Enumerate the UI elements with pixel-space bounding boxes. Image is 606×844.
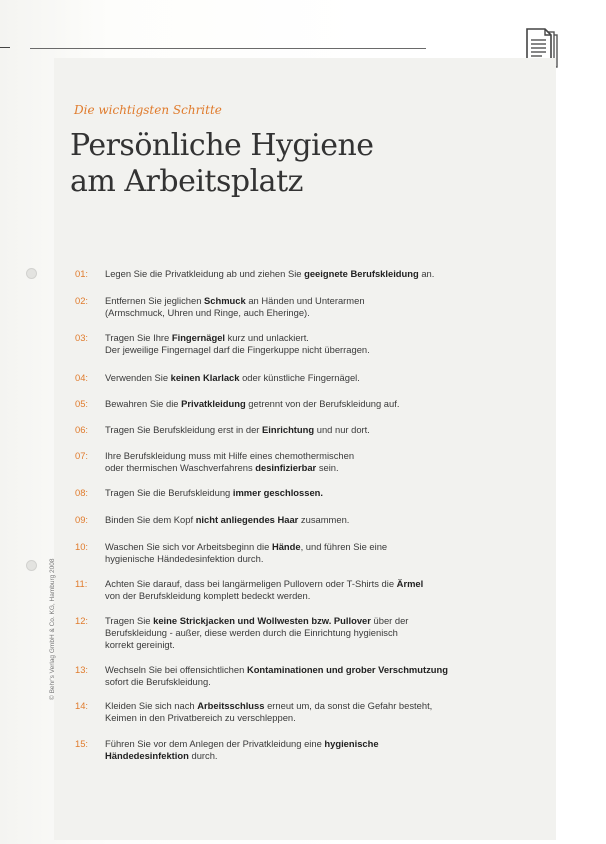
step-text (105, 295, 545, 319)
step-text-line (105, 372, 545, 384)
step-text (105, 578, 545, 602)
list-item (75, 615, 545, 651)
body-text: zusammen. (298, 514, 350, 525)
step-number: 14: (75, 700, 89, 711)
step-number: 09: (75, 514, 89, 525)
body-text: oder thermischen Waschverfahrens (105, 462, 256, 473)
step-text (105, 700, 545, 724)
emphasis-text: Händedesinfektion (105, 750, 189, 761)
step-text-line (105, 676, 545, 688)
step-text-line (105, 398, 545, 410)
step-text-line (105, 450, 545, 462)
body-text: an. (418, 268, 435, 279)
step-text-line (105, 514, 545, 526)
step-text-line (105, 462, 545, 474)
step-number: 08: (75, 487, 89, 498)
step-text (105, 398, 545, 410)
list-item (75, 664, 545, 688)
list-item (75, 578, 545, 602)
emphasis-text: Ärmel (396, 578, 424, 589)
step-text-line (105, 664, 545, 676)
step-text-line (105, 639, 545, 651)
body-text: Berufskleidung - außer, diese werden durch die Einrichtung hygienisch (105, 627, 398, 638)
step-number: 06: (75, 424, 89, 435)
step-text-line (105, 541, 545, 553)
body-text: und nur dort. (314, 424, 370, 435)
top-rule (30, 48, 426, 49)
step-text (105, 372, 545, 384)
step-number: 04: (75, 372, 89, 383)
emphasis-text: geeignete Berufskleidung (304, 268, 419, 279)
step-text-line (105, 553, 545, 565)
body-text: oder künstliche Fingernägel. (239, 372, 360, 383)
body-text: von der Berufskleidung komplett bedeckt werden. (105, 590, 311, 601)
copyright-note: © Behr's Verlag GmbH & Co. KG, Hamburg 2008 (49, 558, 56, 700)
body-text: getrennt von der Berufskleidung auf. (245, 398, 400, 409)
punch-hole (26, 560, 37, 571)
title-line: Persönliche Hygiene (70, 128, 374, 163)
step-text-line (105, 424, 545, 436)
list-item (75, 487, 545, 499)
step-text-line (105, 738, 545, 750)
body-text: Waschen Sie sich vor Arbeitsbeginn die (105, 541, 272, 552)
list-item (75, 541, 545, 565)
step-text (105, 268, 545, 280)
body-text: Tragen Sie Ihre (105, 332, 172, 343)
body-text: über der (370, 615, 409, 626)
emphasis-text: Fingernägel (171, 332, 226, 343)
step-text-line (105, 344, 545, 356)
list-item (75, 700, 545, 724)
step-text-line (105, 332, 545, 344)
body-text: Ihre Berufskleidung muss mit Hilfe eines chemothermischen (105, 450, 355, 461)
list-item (75, 332, 545, 356)
emphasis-text: Hände (271, 541, 301, 552)
step-number: 01: (75, 268, 89, 279)
emphasis-text: desinfizierbar (255, 462, 317, 473)
list-item (75, 738, 545, 762)
step-text-line (105, 578, 545, 590)
emphasis-text: Arbeitsschluss (197, 700, 265, 711)
body-text: an Händen und Unterarmen (245, 295, 365, 306)
step-text (105, 541, 545, 565)
section-kicker: Die wichtigsten Schritte (74, 103, 222, 117)
step-text-line (105, 590, 545, 602)
step-number: 13: (75, 664, 89, 675)
step-text (105, 514, 545, 526)
body-text: Binden Sie dem Kopf (105, 514, 196, 525)
body-text: Keimen in den Privatbereich zu verschleppen. (105, 712, 296, 723)
step-text-line (105, 295, 545, 307)
step-number: 15: (75, 738, 89, 749)
step-number: 03: (75, 332, 89, 343)
body-text: Bewahren Sie die (105, 398, 182, 409)
body-text: hygienische Händedesinfektion durch. (105, 553, 264, 564)
step-text-line (105, 712, 545, 724)
body-text: Wechseln Sie bei offensichtlichen (105, 664, 247, 675)
body-text: durch. (188, 750, 218, 761)
body-text: Der jeweilige Fingernagel darf die Fingerkuppe nicht überragen. (105, 344, 370, 355)
body-text: Tragen Sie Berufskleidung erst in der (105, 424, 263, 435)
step-text (105, 450, 545, 474)
step-text-line (105, 627, 545, 639)
emphasis-text: keine Strickjacken und Wollwesten bzw. Pullover (153, 615, 371, 626)
top-rule-left (0, 47, 10, 48)
step-text-line (105, 615, 545, 627)
step-text (105, 487, 545, 499)
step-text-line (105, 307, 545, 319)
step-text (105, 738, 545, 762)
emphasis-text: Privatkleidung (181, 398, 246, 409)
step-text (105, 332, 545, 356)
step-text-line (105, 268, 545, 280)
step-text-line (105, 700, 545, 712)
step-number: 11: (75, 578, 88, 589)
body-text: (Armschmuck, Uhren und Ringe, auch Eheringe). (105, 307, 310, 318)
emphasis-text: hygienische (324, 738, 379, 749)
body-text: sofort die Berufskleidung. (105, 676, 211, 687)
body-text: korrekt gereinigt. (105, 639, 175, 650)
list-item (75, 398, 545, 410)
body-text: Tragen Sie (105, 615, 154, 626)
step-number: 05: (75, 398, 89, 409)
body-text: kurz und unlackiert. (225, 332, 309, 343)
emphasis-text: immer geschlossen. (232, 487, 324, 498)
step-number: 10: (75, 541, 89, 552)
body-text: Verwenden Sie (105, 372, 171, 383)
step-text (105, 664, 545, 688)
page-title (70, 128, 530, 200)
step-number: 07: (75, 450, 89, 461)
step-text (105, 424, 545, 436)
emphasis-text: keinen Klarlack (170, 372, 240, 383)
body-text: Legen Sie die Privatkleidung ab und ziehen Sie (105, 268, 305, 279)
list-item (75, 424, 545, 436)
title-line: am Arbeitsplatz (70, 164, 303, 199)
emphasis-text: Kontaminationen und grober Verschmutzung (246, 664, 448, 675)
list-item (75, 514, 545, 526)
body-text: erneut um, da sonst die Gefahr besteht, (264, 700, 433, 711)
list-item (75, 295, 545, 319)
punch-hole (26, 268, 37, 279)
step-text-line (105, 750, 545, 762)
body-text: Entfernen Sie jeglichen (105, 295, 205, 306)
step-text-line (105, 487, 545, 499)
body-text: Achten Sie darauf, dass bei langärmeligen Pullovern oder T-Shirts die (105, 578, 397, 589)
step-number: 02: (75, 295, 89, 306)
step-text (105, 615, 545, 651)
list-item (75, 450, 545, 474)
body-text: Führen Sie vor dem Anlegen der Privatkleidung eine (105, 738, 325, 749)
list-item (75, 268, 545, 280)
step-number: 12: (75, 615, 89, 626)
emphasis-text: Schmuck (204, 295, 246, 306)
body-text: Tragen Sie die Berufskleidung (105, 487, 233, 498)
emphasis-text: nicht anliegendes Haar (195, 514, 299, 525)
body-text: sein. (316, 462, 339, 473)
list-item (75, 372, 545, 384)
emphasis-text: Einrichtung (262, 424, 315, 435)
body-text: Kleiden Sie sich nach (105, 700, 198, 711)
body-text: , und führen Sie eine (300, 541, 388, 552)
